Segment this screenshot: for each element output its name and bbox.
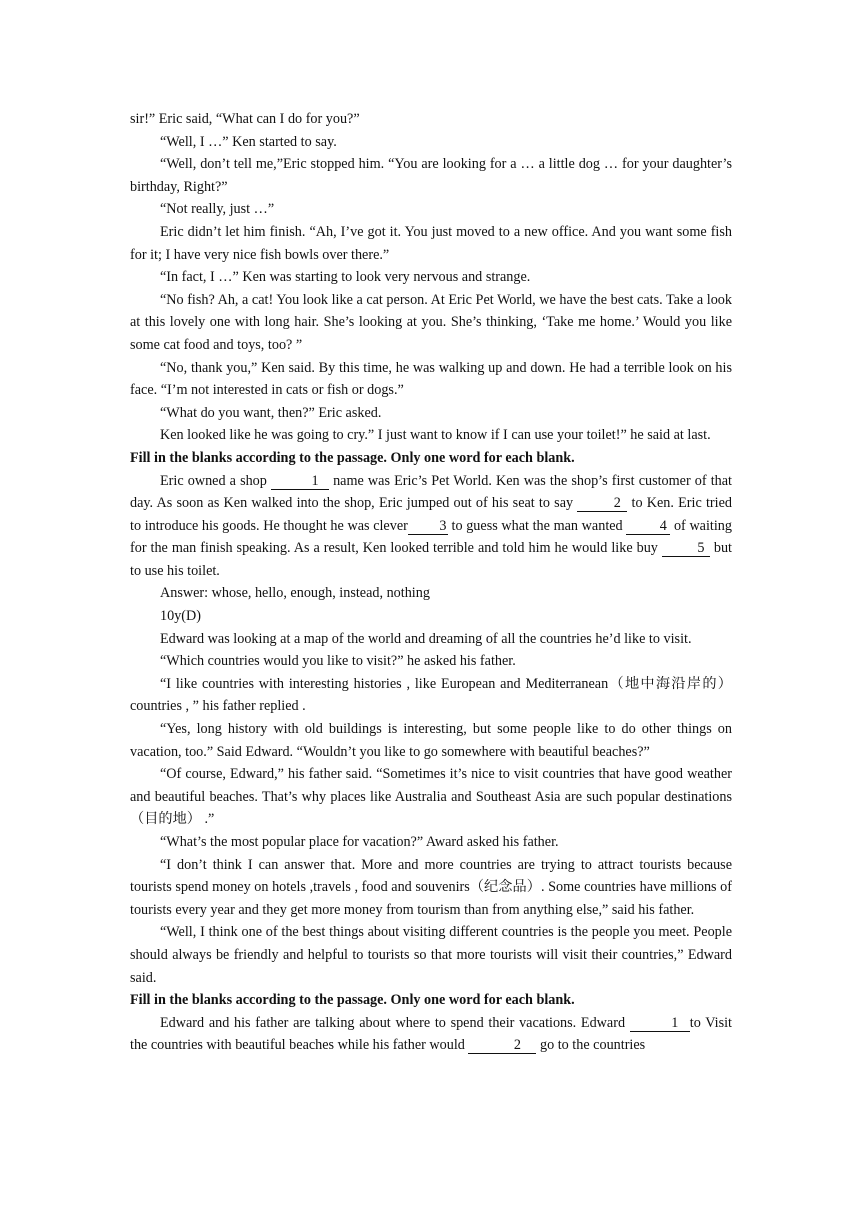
paragraph: “Which countries would you like to visit?” he asked his father. bbox=[160, 653, 516, 670]
cloze-text: to guess what the man wanted bbox=[447, 517, 627, 534]
blank-1: 1 bbox=[630, 1015, 690, 1032]
section-label: 10y(D) bbox=[160, 608, 201, 625]
paragraph: “Of course, Edward,” his father said. “Sometimes it’s nice to visit countries that have good weather and beautiful beaches. That’s why places like Australia and Southeast Asia are such popular destinations（目的地） .” bbox=[130, 766, 732, 828]
blank-2: 2 bbox=[468, 1037, 536, 1054]
blank-2: 2 bbox=[577, 495, 627, 512]
paragraph: Ken looked like he was going to cry.” I just want to know if I can use your toilet!” he said at last. bbox=[160, 427, 711, 444]
cloze-text: of waiting for the man finish speaking. As a result, Ken looked terrible and told him he would like buy bbox=[130, 517, 732, 557]
exercise-heading: Fill in the blanks according to the passage. Only one word for each blank. bbox=[130, 992, 575, 1009]
paragraph: Eric didn’t let him finish. “Ah, I’ve got it. You just moved to a new office. And you want some fish for it; I have very nice fish bowls over there.” bbox=[130, 223, 732, 263]
paragraph: “In fact, I …” Ken was starting to look very nervous and strange. bbox=[160, 269, 531, 286]
paragraph: “Well, I …” Ken started to say. bbox=[160, 133, 337, 150]
paragraph: sir!” Eric said, “What can I do for you?” bbox=[130, 111, 360, 127]
paragraph: “Yes, long history with old buildings is interesting, but some people like to do other things on vacation, too.” Said Edward. “Wouldn’t you like to go somewhere with beautiful beaches?” bbox=[130, 721, 732, 760]
blank-4: 4 bbox=[626, 518, 670, 535]
blank-3: 3 bbox=[408, 518, 448, 535]
answer-key: Answer: whose, hello, enough, instead, nothing bbox=[160, 585, 430, 602]
cloze-text: to Ken. Eric tried to introduce his goods. He thought he was clever bbox=[130, 495, 732, 534]
blank-1: 1 bbox=[271, 473, 329, 490]
paragraph: “Well, don’t tell me,”Eric stopped him. “You are looking for a … a little dog … for your daughter’s birthday, Right?” bbox=[130, 156, 732, 195]
paragraph: “No, thank you,” Ken said. By this time, he was walking up and down. He had a terrible look on his face. “I’m not interested in cats or fish or dogs.” bbox=[130, 359, 732, 399]
cloze-text: to Visit the countries with beautiful beaches while his father would bbox=[130, 1014, 732, 1054]
cloze-text: go to the countries bbox=[536, 1037, 646, 1054]
paragraph: “Well, I think one of the best things about visiting different countries is the people you meet. People should always be friendly and helpful to tourists so that more tourists will visit their countries,” Edward said. bbox=[130, 924, 732, 986]
paragraph: Edward was looking at a map of the world and dreaming of all the countries he’d like to visit. bbox=[160, 630, 692, 647]
paragraph: “Not really, just …” bbox=[160, 201, 275, 218]
cloze-text: Eric owned a shop bbox=[160, 472, 271, 489]
exercise-heading: Fill in the blanks according to the passage. Only one word for each blank. bbox=[130, 449, 575, 466]
paragraph: “No fish? Ah, a cat! You look like a cat person. At Eric Pet World, we have the best cats. Take a look at this lovely one with long hair. She’s looking at you. She’s thinking, ‘Take me home.’ Would you like some cat food and toys, too? ” bbox=[130, 291, 732, 353]
summary-cloze bbox=[130, 470, 732, 583]
cloze-text: Edward and his father are talking about where to spend their vacations. Edward bbox=[160, 1014, 630, 1031]
cloze-text: but to use his toilet. bbox=[130, 540, 732, 579]
paragraph: “I don’t think I can answer that. More and more countries are trying to attract tourists because tourists spend money on hotels ,travels , food and souvenirs（纪念品）. Some countries have millions of tourists every year and they get more money from tourism than from anything else,” said his father. bbox=[130, 856, 732, 918]
paragraph: “What’s the most popular place for vacation?” Award asked his father. bbox=[160, 834, 559, 850]
summary-cloze bbox=[130, 1012, 732, 1057]
paragraph: “What do you want, then?” Eric asked. bbox=[160, 404, 382, 421]
cloze-text: name was Eric’s Pet World. Ken was the shop’s first customer of that day. As soon as Ken walked into the shop, Eric jumped out of his seat to say bbox=[130, 472, 733, 512]
paragraph: “I like countries with interesting histories , like European and Mediterranean（地中海沿岸的） countries , ” his father replied . bbox=[130, 675, 732, 715]
blank-5: 5 bbox=[662, 540, 710, 557]
